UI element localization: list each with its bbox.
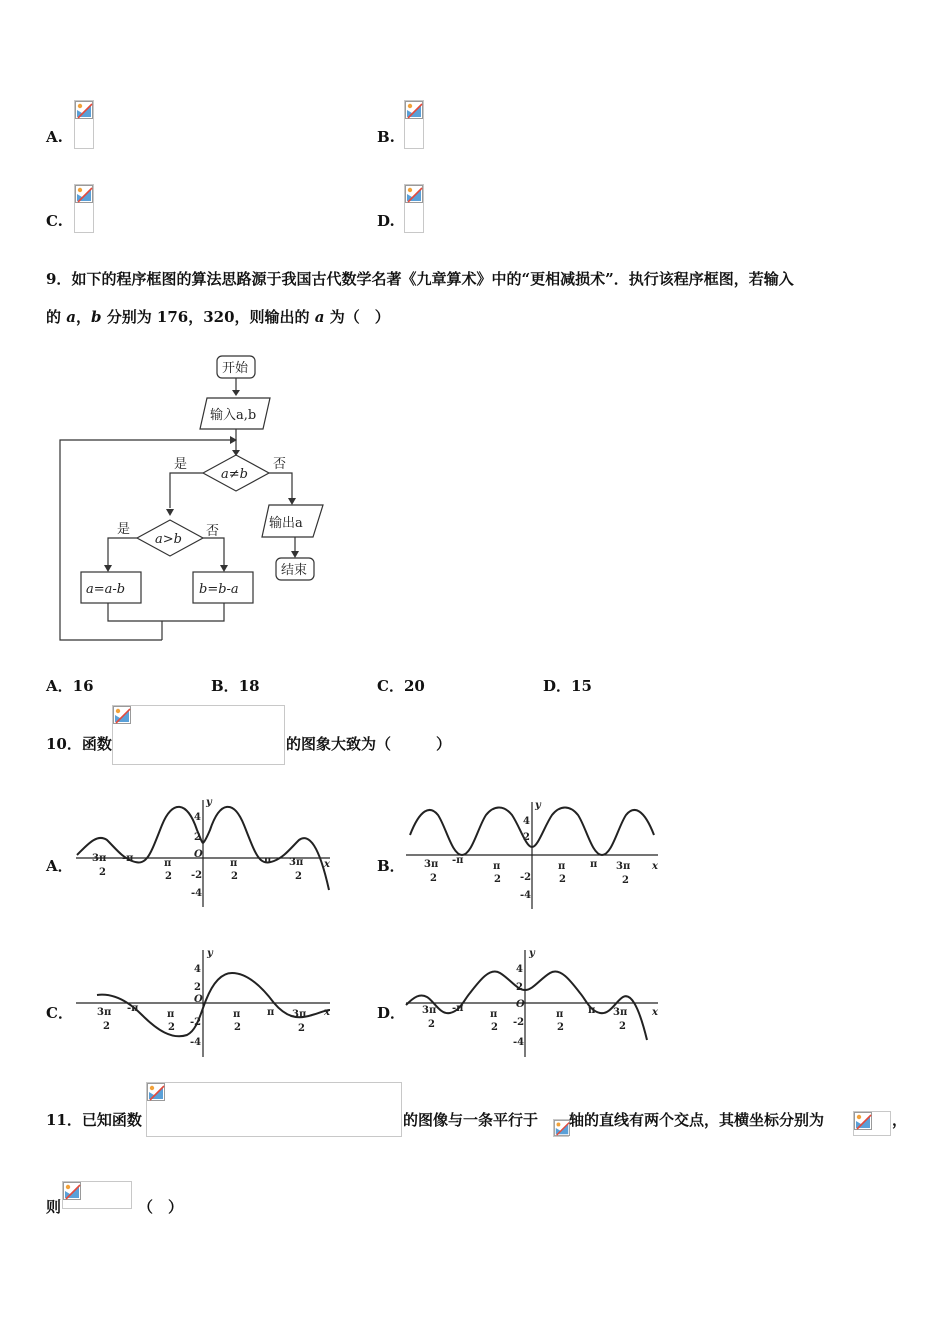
graph-b-tick-2-den: 2 (559, 874, 566, 885)
graph-b-tick-3pi: 3π (424, 859, 439, 870)
q10-graph-d (402, 945, 664, 1060)
graph-d-tick-negpi: -π (452, 1003, 464, 1014)
q8-option-c-image (74, 184, 94, 233)
q9-option-d-label: D． (543, 677, 572, 695)
q9-option-d-value: 15 (571, 677, 592, 695)
graph-a-tick-4: 4 (194, 812, 201, 823)
q8-option-a-label: A. (46, 128, 63, 146)
graph-d-tick-2-den: 2 (428, 1019, 435, 1030)
graph-c-tick-2-den: 2 (234, 1022, 241, 1033)
graph-c-tick-3pi: 3π (97, 1007, 112, 1018)
q9-text: 的 (46, 308, 67, 326)
graph-d-tick-pi: π (556, 1009, 564, 1020)
graph-b-tick-3pi: 3π (616, 861, 631, 872)
graph-b-y-label: y (535, 800, 541, 811)
graph-a-tick-pi: π (164, 858, 172, 869)
graph-a-tick-2-den: 2 (165, 871, 172, 882)
graph-c-tick-2-den: 2 (168, 1022, 175, 1033)
q9-option-b-value: 18 (238, 677, 260, 695)
graph-c-y-label: y (207, 948, 213, 959)
graph-c-tick-pi: π (233, 1009, 241, 1020)
q11-comma: ， (892, 1111, 908, 1129)
graph-c-tick-pi: π (167, 1009, 175, 1020)
flow-end-text: 结束 (281, 563, 308, 578)
q11-coords-image (853, 1111, 891, 1136)
graph-b-tick-neg2: -2 (520, 872, 532, 883)
graph-d-tick-4: 4 (516, 964, 523, 975)
graph-d-tick-3pi: 3π (613, 1007, 628, 1018)
graph-a-tick-pi: π (230, 858, 238, 869)
q9-question (46, 268, 906, 290)
flowchart (55, 350, 345, 650)
q9-text: 分别为 176，320，则输出的 (101, 308, 315, 326)
flow-yes2: 是 (117, 522, 131, 537)
q9-option-b-label: B． (211, 677, 239, 695)
q11-text2: 轴的直线有两个交点，其横坐标分别为 (569, 1111, 825, 1129)
graph-b-tick-4: 4 (523, 816, 530, 827)
q11-function-image (146, 1082, 402, 1137)
graph-c-tick-2: 2 (194, 982, 201, 993)
graph-d-tick-2-den: 2 (557, 1022, 564, 1033)
graph-a-tick-3pi: 3π (289, 857, 304, 868)
graph-a-tick-2: 2 (194, 832, 201, 843)
graph-c-tick-4: 4 (194, 964, 201, 975)
q10-option-a-label: A． (46, 857, 73, 875)
q10-graph-c (72, 945, 337, 1060)
graph-c-x-label: x (324, 1007, 330, 1018)
q8-option-a-image (74, 100, 94, 149)
q8-option-d-label: D. (377, 212, 395, 230)
broken-image-icon (113, 706, 131, 724)
broken-image-icon (854, 1112, 872, 1130)
graph-b-tick-pi: π (493, 861, 501, 872)
q9-var-b: b (90, 308, 102, 326)
q9-text: 为（ ） (324, 308, 390, 326)
flow-no2: 否 (206, 524, 220, 539)
q10-function-image (112, 705, 285, 765)
q9-option-a-value: 16 (72, 677, 94, 695)
q10-number: 10．函数 (46, 735, 112, 753)
graph-b-tick-2-den: 2 (430, 873, 437, 884)
graph-a-origin: O (194, 849, 203, 860)
graph-c-tick-neg4: -4 (190, 1037, 202, 1048)
graph-d-origin: O (516, 999, 525, 1010)
q9-option-c (377, 675, 425, 696)
q9-number: 9． (46, 270, 72, 288)
graph-a-tick-2-den: 2 (99, 867, 106, 878)
broken-image-icon (75, 101, 93, 119)
graph-c-tick-2-den: 2 (298, 1023, 305, 1034)
graph-d-y-label: y (529, 948, 535, 959)
graph-c-tick-pi: π (267, 1007, 275, 1018)
q9-option-a-label: A． (46, 677, 73, 695)
broken-image-icon (63, 1182, 81, 1200)
graph-c-tick-2-den: 2 (103, 1021, 110, 1032)
flow-cond2-text: a>b (155, 532, 182, 547)
q9-option-c-value: 20 (403, 677, 425, 695)
broken-image-icon (147, 1083, 165, 1101)
graph-a-y-label: y (206, 797, 212, 808)
graph-b-tick-neg4: -4 (520, 890, 532, 901)
flow-output-text: 输出a (269, 516, 303, 531)
broken-image-icon (554, 1120, 570, 1136)
q11-paren: （ ） (138, 1198, 184, 1216)
graph-a-tick-2-den: 2 (295, 871, 302, 882)
q9-var-a: a (314, 308, 325, 326)
q11-then: 则 (46, 1198, 62, 1216)
q10-graph-a (72, 795, 337, 910)
graph-d-tick-neg4: -4 (513, 1037, 525, 1048)
graph-d-x-label: x (652, 1007, 658, 1018)
graph-b-tick-pi: π (558, 861, 566, 872)
graph-a-tick-2-den: 2 (231, 871, 238, 882)
q10-option-b-label: B． (377, 857, 405, 875)
q9-option-b (211, 675, 260, 696)
flow-cond1-text: a≠b (221, 467, 248, 482)
q8-option-c-label: C. (46, 212, 63, 230)
q11-expression-image (62, 1181, 132, 1209)
graph-b-tick-2-den: 2 (494, 874, 501, 885)
q9-text: ， (75, 308, 91, 326)
flow-box-right-text: b=b-a (199, 582, 239, 597)
graph-c-tick-neg2: -2 (190, 1017, 202, 1028)
graph-d-tick-2-den: 2 (619, 1021, 626, 1032)
broken-image-icon (75, 185, 93, 203)
q9-var-a: a (66, 308, 76, 326)
graph-d-tick-2: 2 (516, 982, 523, 993)
broken-image-icon (405, 185, 423, 203)
graph-b-tick-2-den: 2 (622, 875, 629, 886)
q9-option-d (543, 675, 592, 696)
graph-d-tick-pi: π (490, 1009, 498, 1020)
graph-d-curve (406, 971, 647, 1040)
q11-text1: 的图像与一条平行于 (403, 1111, 539, 1129)
q9-line2 (46, 306, 390, 328)
q8-option-b-label: B. (377, 128, 395, 146)
q10-option-d-label: D． (377, 1004, 406, 1022)
graph-b-tick-pi: π (590, 859, 598, 870)
q11-number: 11．已知函数 (46, 1111, 142, 1129)
graph-b-tick-negpi: -π (452, 855, 464, 866)
q8-option-b-image (404, 100, 424, 149)
flow-yes1: 是 (174, 457, 188, 472)
q11-axis-image (553, 1119, 569, 1137)
flow-start-text: 开始 (222, 361, 249, 376)
graph-a-tick-neg4: -4 (191, 888, 203, 899)
q8-option-d-image (404, 184, 424, 233)
graph-a-x-label: x (324, 859, 330, 870)
graph-c-tick-negpi: -π (127, 1003, 139, 1014)
graph-a-tick-pi: π (264, 855, 272, 866)
flow-box-left-text: a=a-b (86, 582, 126, 597)
graph-d-tick-2-den: 2 (491, 1022, 498, 1033)
graph-a-tick-negpi: -π (122, 853, 134, 864)
q9-option-a (46, 675, 94, 696)
q10-graph-b (402, 797, 664, 912)
flow-no1: 否 (273, 457, 287, 472)
graph-a-tick-3pi: 3π (92, 853, 107, 864)
q10-option-c-label: C． (46, 1004, 73, 1022)
graph-d-tick-pi: π (588, 1005, 596, 1016)
q9-option-c-label: C． (377, 677, 404, 695)
graph-d-tick-3pi: 3π (422, 1005, 437, 1016)
graph-a-tick-neg2: -2 (191, 870, 203, 881)
flow-input-text: 输入a,b (210, 408, 257, 423)
graph-c-origin: O (194, 994, 203, 1005)
q10-text: 的图象大致为（ ） (286, 735, 452, 753)
graph-d-tick-neg2: -2 (513, 1017, 525, 1028)
graph-b-tick-2: 2 (523, 832, 530, 843)
graph-b-x-label: x (652, 861, 658, 872)
q9-line1: 如下的程序框图的算法思路源于我国古代数学名著《九章算术》中的“更相减损术”．执行该程序框图，若输入 (71, 270, 794, 288)
graph-c-tick-3pi: 3π (292, 1009, 307, 1020)
broken-image-icon (405, 101, 423, 119)
